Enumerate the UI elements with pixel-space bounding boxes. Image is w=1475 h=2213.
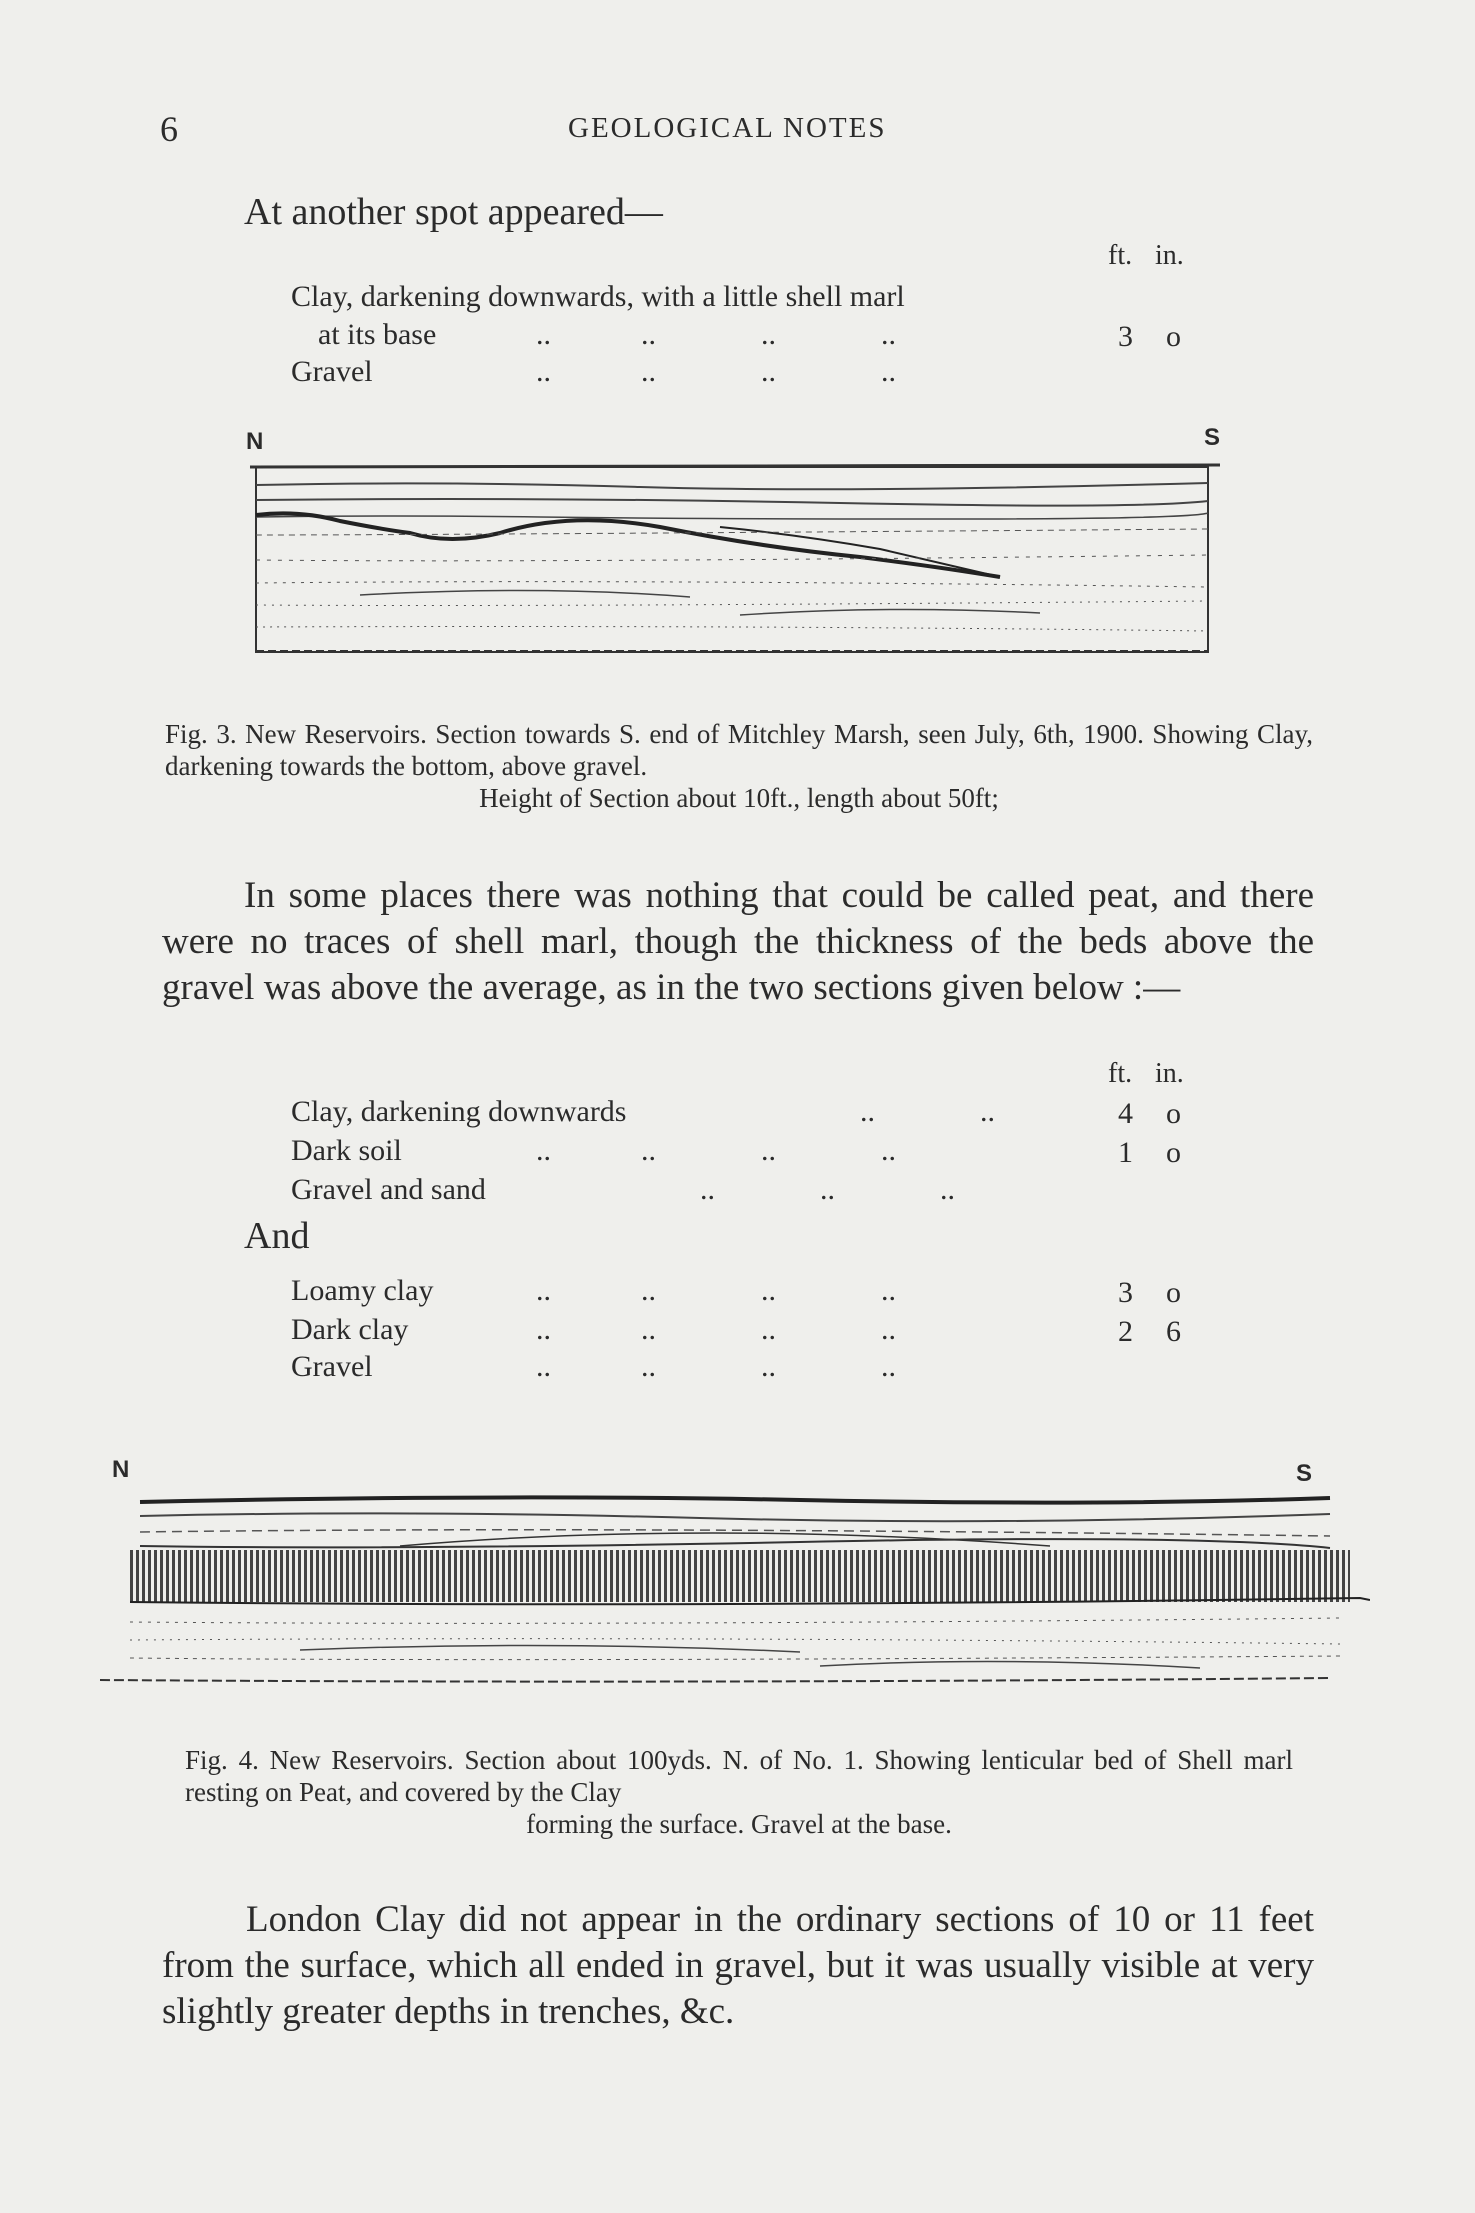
col-in-2: in. xyxy=(1155,1058,1184,1089)
fig4-caption xyxy=(185,1744,1293,1840)
fig3-caption-main: Fig. 3. New Reservoirs. Section towards S. end of Mitchley Marsh, seen July, 6th, 1900. Showing Clay, darkening towards the bottom, above gravel. xyxy=(165,719,1313,781)
row-clay-in: o xyxy=(1166,320,1181,353)
row2-darksoil-in: o xyxy=(1166,1136,1181,1169)
row2-clay-in: o xyxy=(1166,1097,1181,1130)
fig4-label-n: N xyxy=(112,1456,130,1483)
fig4-caption-main: Fig. 4. New Reservoirs. Section about 100yds. N. of No. 1. Showing lenticular bed of Shell marl resting on Peat, and covered by the Clay xyxy=(185,1745,1293,1807)
leader-dots: .. .. .. .. xyxy=(536,355,896,388)
col-ft-2: ft. xyxy=(1108,1058,1133,1089)
fig4-label-s: S xyxy=(1296,1460,1313,1487)
fig4-section-drawing xyxy=(100,1480,1370,1700)
col-ft-1: ft. xyxy=(1108,240,1133,271)
leader-dots: .. .. xyxy=(860,1095,995,1128)
paragraph-1: In some places there was nothing that could be called peat, and there were no traces of shell marl, though the thickness of the beds above the gravel was above the average, as in the two sections given below :— xyxy=(162,875,1314,1008)
fig4-caption-last: forming the surface. Gravel at the base. xyxy=(526,1809,952,1839)
row2-darksoil-ft: 1 xyxy=(1118,1136,1133,1169)
running-title: GEOLOGICAL NOTES xyxy=(568,112,887,144)
row-gravel-name: Gravel xyxy=(291,355,373,388)
fig3-caption xyxy=(165,718,1313,814)
leader-dots: .. .. .. .. xyxy=(536,1313,896,1346)
paragraph-2: London Clay did not appear in the ordinary sections of 10 or 11 feet from the surface, which all ended in gravel, but it was usually visible at very slightly greater depths in trenches, &c. xyxy=(162,1899,1314,2032)
fig3-label-n: N xyxy=(246,428,264,455)
row3-loamy-in: o xyxy=(1166,1276,1181,1309)
page-number: 6 xyxy=(160,109,178,149)
row-clay-cont: at its base xyxy=(318,318,437,351)
section1-intro: At another spot appeared— xyxy=(244,191,663,233)
col-in-1: in. xyxy=(1155,240,1184,271)
row2-darksoil-name: Dark soil xyxy=(291,1134,402,1167)
row2-clay-name: Clay, darkening downwards xyxy=(291,1095,627,1128)
row3-gravel-name: Gravel xyxy=(291,1350,373,1383)
row3-loamy-ft: 3 xyxy=(1118,1276,1133,1309)
fig3-section-drawing xyxy=(240,455,1230,665)
row2-clay-ft: 4 xyxy=(1118,1097,1133,1130)
fig3-caption-last: Height of Section about 10ft., length about 50ft; xyxy=(479,783,999,813)
row3-loamy-name: Loamy clay xyxy=(291,1274,434,1307)
and-heading: And xyxy=(244,1215,310,1257)
row3-darkclay-name: Dark clay xyxy=(291,1313,409,1346)
row2-gravelsand-name: Gravel and sand xyxy=(291,1173,486,1206)
leader-dots: .. .. .. .. xyxy=(536,1134,896,1167)
leader-dots: .. .. .. .. xyxy=(536,1274,896,1307)
row3-darkclay-in: 6 xyxy=(1166,1315,1181,1348)
leader-dots: .. .. .. .. xyxy=(536,318,896,351)
fig3-label-s: S xyxy=(1204,424,1221,451)
leader-dots: .. .. .. .. xyxy=(536,1350,896,1383)
row-clay-name: Clay, darkening downwards, with a little shell marl xyxy=(291,280,905,313)
row-clay-ft: 3 xyxy=(1118,320,1133,353)
row3-darkclay-ft: 2 xyxy=(1118,1315,1133,1348)
leader-dots: .. .. .. xyxy=(700,1173,955,1206)
